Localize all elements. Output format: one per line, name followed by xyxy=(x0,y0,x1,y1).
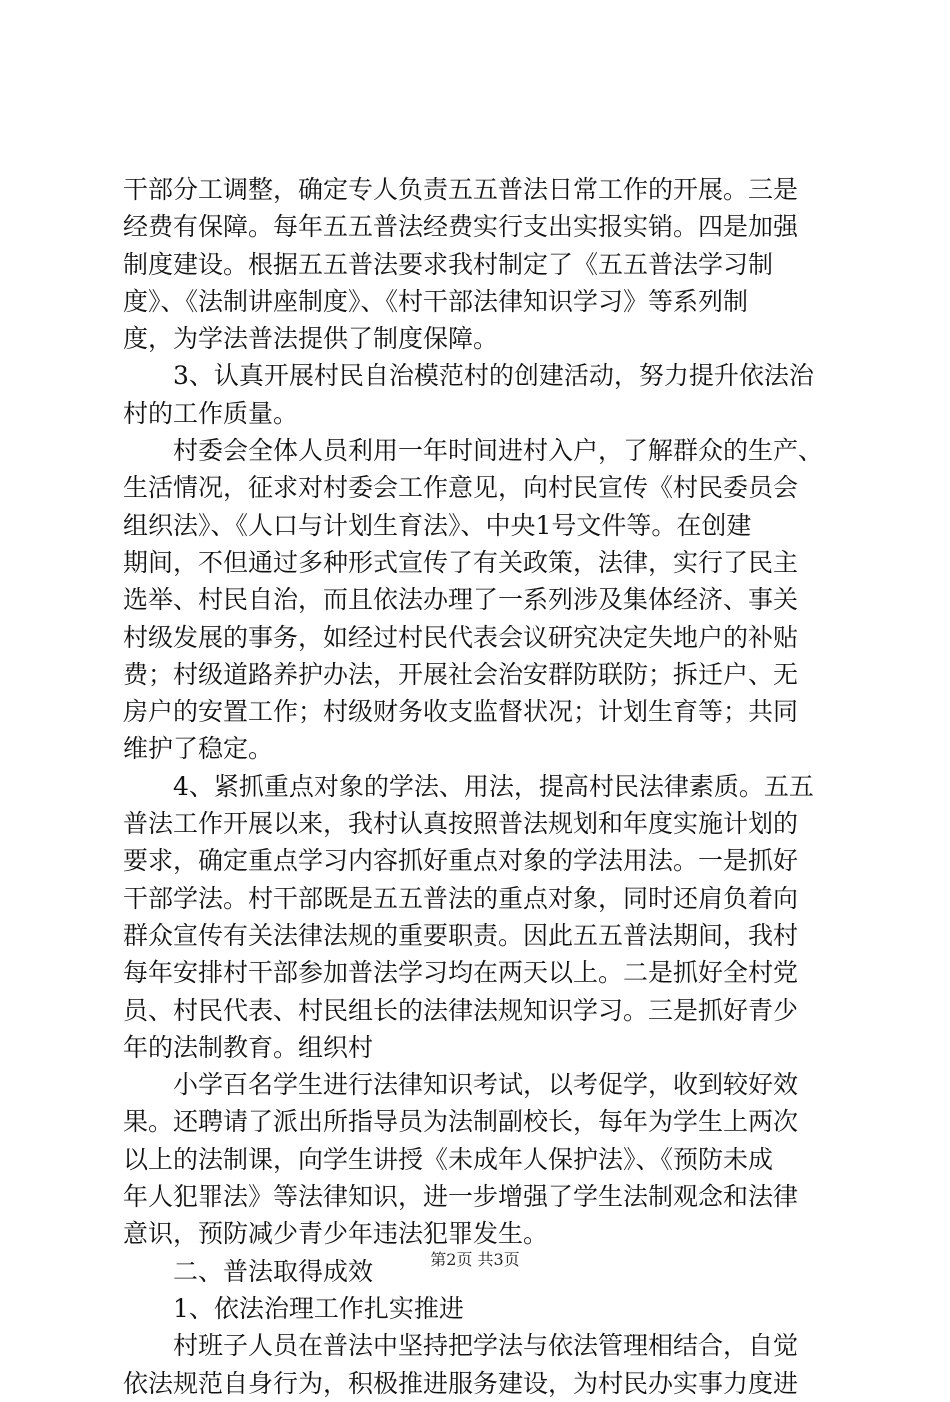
text-line: 村的工作质量。 xyxy=(123,398,299,428)
text-line: 选举、村民自治，而且依法办理了一系列涉及集体经济、事关 xyxy=(123,585,799,615)
text-line: 度，为学法普法提供了制度保障。 xyxy=(123,324,499,354)
text-line: 房户的安置工作；村级财务收支监督状况；计划生育等；共同 xyxy=(123,697,799,727)
body-text xyxy=(123,171,833,1402)
text-line: 1、依法治理工作扎实推进 xyxy=(123,1293,464,1323)
text-line: 依法规范自身行为，积极推进服务建设，为村民办实事力度进 xyxy=(123,1368,799,1398)
text-line: 要求，确定重点学习内容抓好重点对象的学法用法。一是抓好 xyxy=(123,846,799,876)
text-line: 村委会全体人员利用一年时间进村入户，了解群众的生产、 xyxy=(123,436,824,466)
text-line: 维护了稳定。 xyxy=(123,734,274,764)
text-line: 年的法制教育。组织村 xyxy=(123,1032,374,1062)
text-line: 干部学法。村干部既是五五普法的重点对象，同时还肩负着向 xyxy=(123,883,799,913)
text-line: 3、认真开展村民自治模范村的创建活动，努力提升依法治 xyxy=(123,361,814,391)
text-line: 经费有保障。每年五五普法经费实行支出实报实销。四是加强 xyxy=(123,212,799,242)
text-line: 度》、《法制讲座制度》、《村干部法律知识学习》等系列制 xyxy=(123,286,749,316)
page-footer: 第2页 共3页 xyxy=(430,1250,520,1269)
text-line: 4、紧抓重点对象的学法、用法，提高村民法律素质。五五 xyxy=(123,771,814,801)
text-line: 生活情况，征求对村委会工作意见，向村民宣传《村民委员会 xyxy=(123,473,799,503)
text-line: 村班子人员在普法中坚持把学法与依法管理相结合，自觉 xyxy=(123,1331,799,1361)
text-line: 组织法》、《人口与计划生育法》、中央1号文件等。在创建 xyxy=(123,510,752,540)
text-line: 意识，预防减少青少年违法犯罪发生。 xyxy=(123,1219,549,1249)
text-line: 干部分工调整，确定专人负责五五普法日常工作的开展。三是 xyxy=(123,175,799,204)
text-line: 员、村民代表、村民组长的法律法规知识学习。三是抓好青少 xyxy=(123,995,799,1025)
text-line: 群众宣传有关法律法规的重要职责。因此五五普法期间，我村 xyxy=(123,920,799,950)
text-line: 以上的法制课，向学生讲授《未成年人保护法》、《预防未成 xyxy=(123,1144,774,1174)
text-line: 二、普法取得成效 xyxy=(123,1256,374,1286)
text-line: 普法工作开展以来，我村认真按照普法规划和年度实施计划的 xyxy=(123,809,799,839)
text-line: 制度建设。根据五五普法要求我村制定了《五五普法学习制 xyxy=(123,249,774,279)
text-line: 费；村级道路养护办法，开展社会治安群防联防；拆迁户、无 xyxy=(123,659,799,689)
text-line: 年人犯罪法》等法律知识，进一步增强了学生法制观念和法律 xyxy=(123,1182,799,1212)
text-line: 果。还聘请了派出所指导员为法制副校长，每年为学生上两次 xyxy=(123,1107,799,1137)
text-line: 小学百名学生进行法律知识考试，以考促学，收到较好效 xyxy=(123,1070,799,1100)
text-line: 村级发展的事务，如经过村民代表会议研究决定失地户的补贴 xyxy=(123,622,799,652)
text-line: 期间，不但通过多种形式宣传了有关政策，法律，实行了民主 xyxy=(123,547,799,577)
text-line: 每年安排村干部参加普法学习均在两天以上。二是抓好全村党 xyxy=(123,958,799,988)
